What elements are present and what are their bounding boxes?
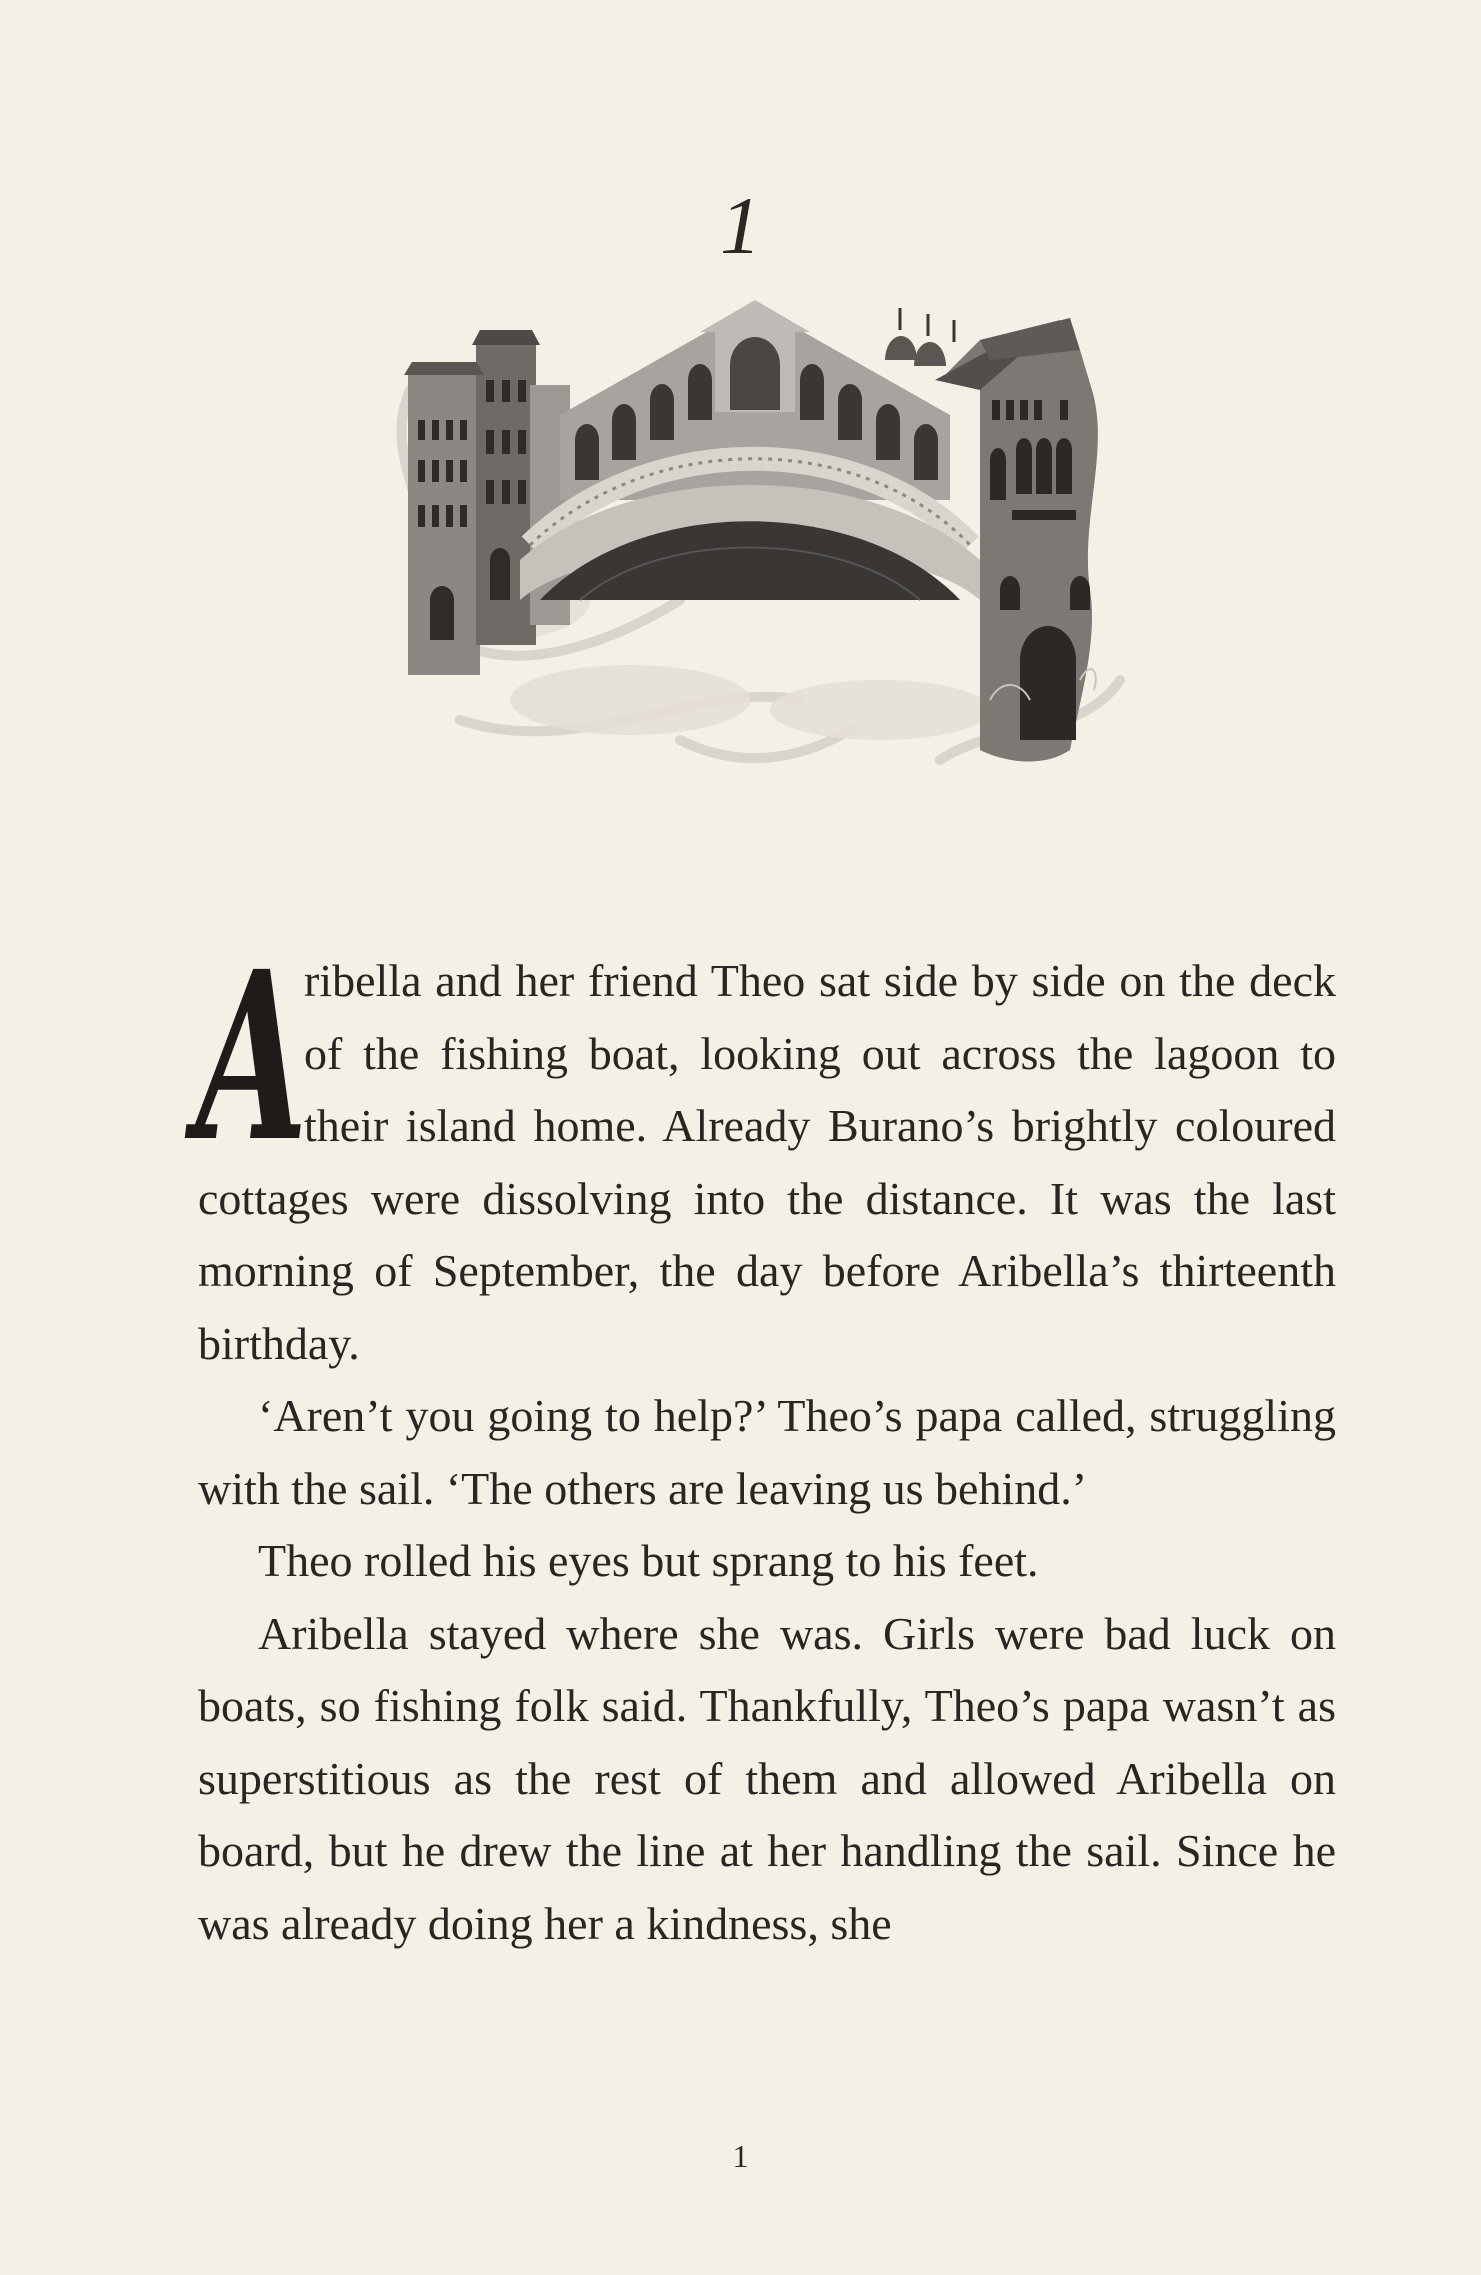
- venice-rialto-bridge-illustration: [380, 300, 1140, 810]
- chapter-body: [196, 920, 1336, 1960]
- chapter-number: 1: [720, 180, 761, 271]
- paragraph-3: Theo rolled his eyes but sprang to his feet.: [258, 1535, 1039, 1586]
- paragraph-1: [196, 920, 1336, 1380]
- paragraph-1-text: ribella and her friend Theo sat side by side on the deck of the fishing boat, looking out across the lagoon to their island home. Already Burano’s brightly coloured cottages were dissolving into the distance. It was the last morning of September, the day before Aribella’s thirteenth birthday.: [198, 955, 1336, 1369]
- drop-cap: A: [196, 920, 308, 1193]
- paragraph-4: Aribella stayed where she was. Girls were bad luck on boats, so fishing folk said. Thankfully, Theo’s papa wasn’t as superstitious as the rest of them and allowed Aribella on board, but he drew the line at her handling the sail. Since he was already doing her a kindness, she: [198, 1607, 1336, 1949]
- paragraph-2: ‘Aren’t you going to help?’ Theo’s papa called, struggling with the sail. ‘The others are leaving us behind.’: [198, 1390, 1336, 1514]
- page-number: 1: [732, 2138, 749, 2174]
